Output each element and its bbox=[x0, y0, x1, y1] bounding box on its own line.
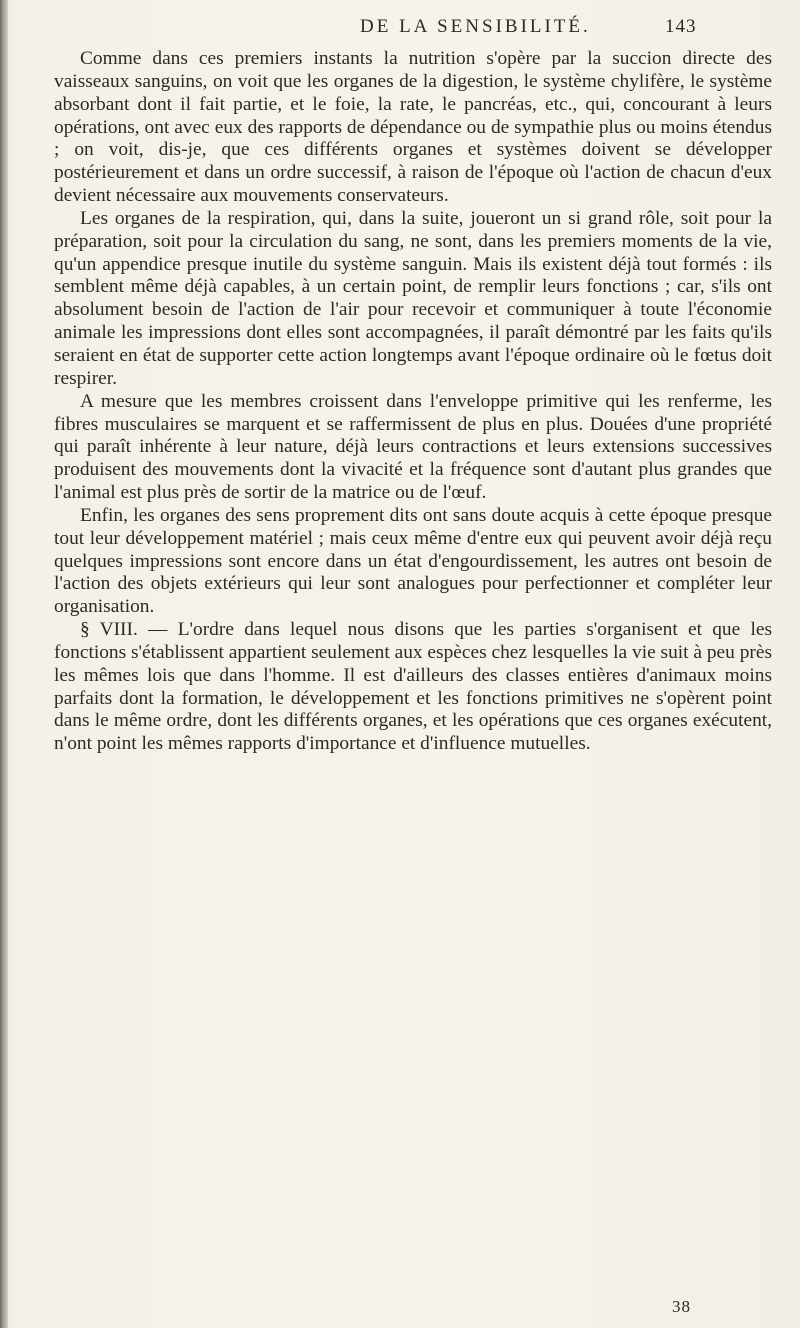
paragraph-nutrition: Comme dans ces premiers instants la nutrition s'opère par la succion directe des vaisseaux sanguins, on voit que les organes de la digestion, le système chylifère, le système absorbant dont il fait partie, et le foie, la rate, le pancréas, etc., qui, concourant à leurs opérations, ont avec eux des rapports de dépendance ou de sympathie plus ou moins étendus ; on voit, dis-je, que ces différents organes et systèmes doivent se développer postérieurement et dans un ordre successif, à raison de l'époque où l'action de chacun d'eux devient nécessaire aux mouvements conservateurs. bbox=[54, 48, 772, 207]
paragraph-muscles: A mesure que les membres croissent dans l'enveloppe primitive qui les renferme, les fibres musculaires se marquent et se raffermissent de plus en plus. Douées d'une propriété qui paraît inhérente à leur nature, déjà leurs contractions et leurs extensions successives produisent des mouvements dont la vivacité et la fréquence sont d'autant plus grandes que l'animal est plus près de sortir de la matrice ou de l'œuf. bbox=[54, 390, 772, 504]
body-text bbox=[54, 48, 772, 756]
running-head: DE LA SENSIBILITÉ. bbox=[360, 16, 591, 37]
page-binding-edge bbox=[0, 0, 8, 1328]
paragraph-respiration: Les organes de la respiration, qui, dans la suite, joueront un si grand rôle, soit pour la préparation, soit pour la circulation du sang, ne sont, dans les premiers moments de la vie, qu'un appendice presque inutile du système sanguin. Mais ils existent déjà tout formés : ils semblent même déjà capables, à un certain point, de remplir leurs fonctions ; car, s'ils ont absolument besoin de l'action de l'air pour recevoir et communiquer à toute l'économie animale les impressions dont elles sont accompagnées, il paraît démontré par les faits qu'ils seraient en état de supporter cette action longtemps avant l'époque ordinaire où le fœtus doit respirer. bbox=[54, 207, 772, 389]
signature-mark: 38 bbox=[672, 1297, 691, 1316]
paragraph-section-viii: § VIII. — L'ordre dans lequel nous disons que les parties s'organisent et que les fonctions s'établissent appartient seulement aux espèces chez lesquelles la vie suit à peu près les mêmes lois que dans l'homme. Il est d'ailleurs des classes entières d'animaux moins parfaits dont la formation, le développement et les fonctions primitives ne s'opèrent point dans le même ordre, dont les différents organes, et les opérations que ces organes exécutent, n'ont point les mêmes rapports d'importance et d'influence mutuelles. bbox=[54, 619, 773, 755]
page-header bbox=[0, 16, 800, 42]
page-number: 143 bbox=[665, 16, 697, 37]
paragraph-senses: Enfin, les organes des sens proprement dits ont sans doute acquis à cette époque presque tout leur développement matériel ; mais ceux même d'entre eux qui peuvent avoir déjà reçu quelques impressions sont encore dans un état d'engourdissement, les autres ont besoin de l'action des objets extérieurs qui leur sont analogues pour perfectionner et compléter leur organisation. bbox=[54, 504, 772, 618]
